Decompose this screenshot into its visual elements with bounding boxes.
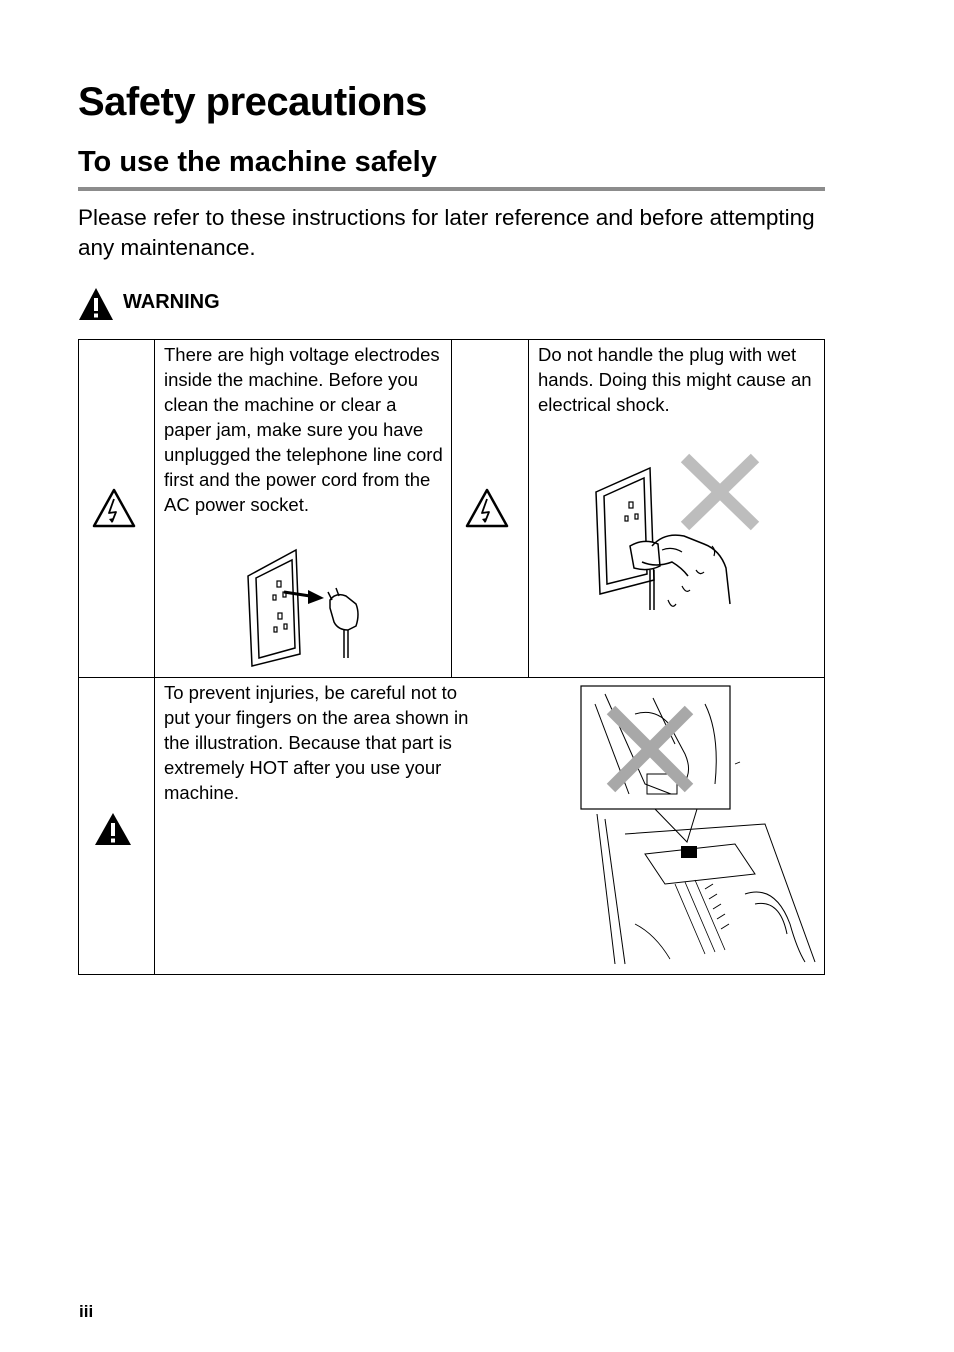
page-number: iii	[79, 1302, 94, 1321]
warning-text-hot-part: To prevent injuries, be careful not to put your fingers on the area shown in the illustration. Because that part is extremely HOT after you use your machine.	[164, 682, 469, 803]
hot-part-illustration	[575, 684, 820, 969]
electric-shock-icon	[465, 488, 509, 528]
table-column-divider	[528, 339, 529, 677]
wet-hands-plug-illustration	[592, 450, 767, 615]
page-title: Safety precautions	[78, 80, 427, 124]
warning-label: WARNING	[123, 290, 220, 313]
section-divider	[78, 187, 825, 191]
table-row-divider	[78, 677, 825, 678]
warning-text-wet-hands: Do not handle the plug with wet hands. Doing this might cause an electrical shock.	[538, 344, 812, 415]
unplug-illustration	[244, 548, 369, 668]
warning-text-unplug: There are high voltage electrodes inside the machine. Before you clean the machine or clear a paper jam, make sure you have unplugged the telephone line cord first and the power cord from the AC power socket.	[164, 344, 443, 515]
electric-shock-icon	[92, 488, 136, 528]
intro-paragraph: Please refer to these instructions for later reference and before attempting any maintenance.	[78, 205, 815, 260]
caution-exclamation-icon	[93, 811, 133, 847]
section-title: To use the machine safely	[78, 146, 437, 178]
warning-heading	[78, 286, 220, 322]
table-column-divider	[154, 339, 155, 975]
warning-triangle-icon	[78, 286, 114, 322]
table-column-divider	[451, 339, 452, 677]
